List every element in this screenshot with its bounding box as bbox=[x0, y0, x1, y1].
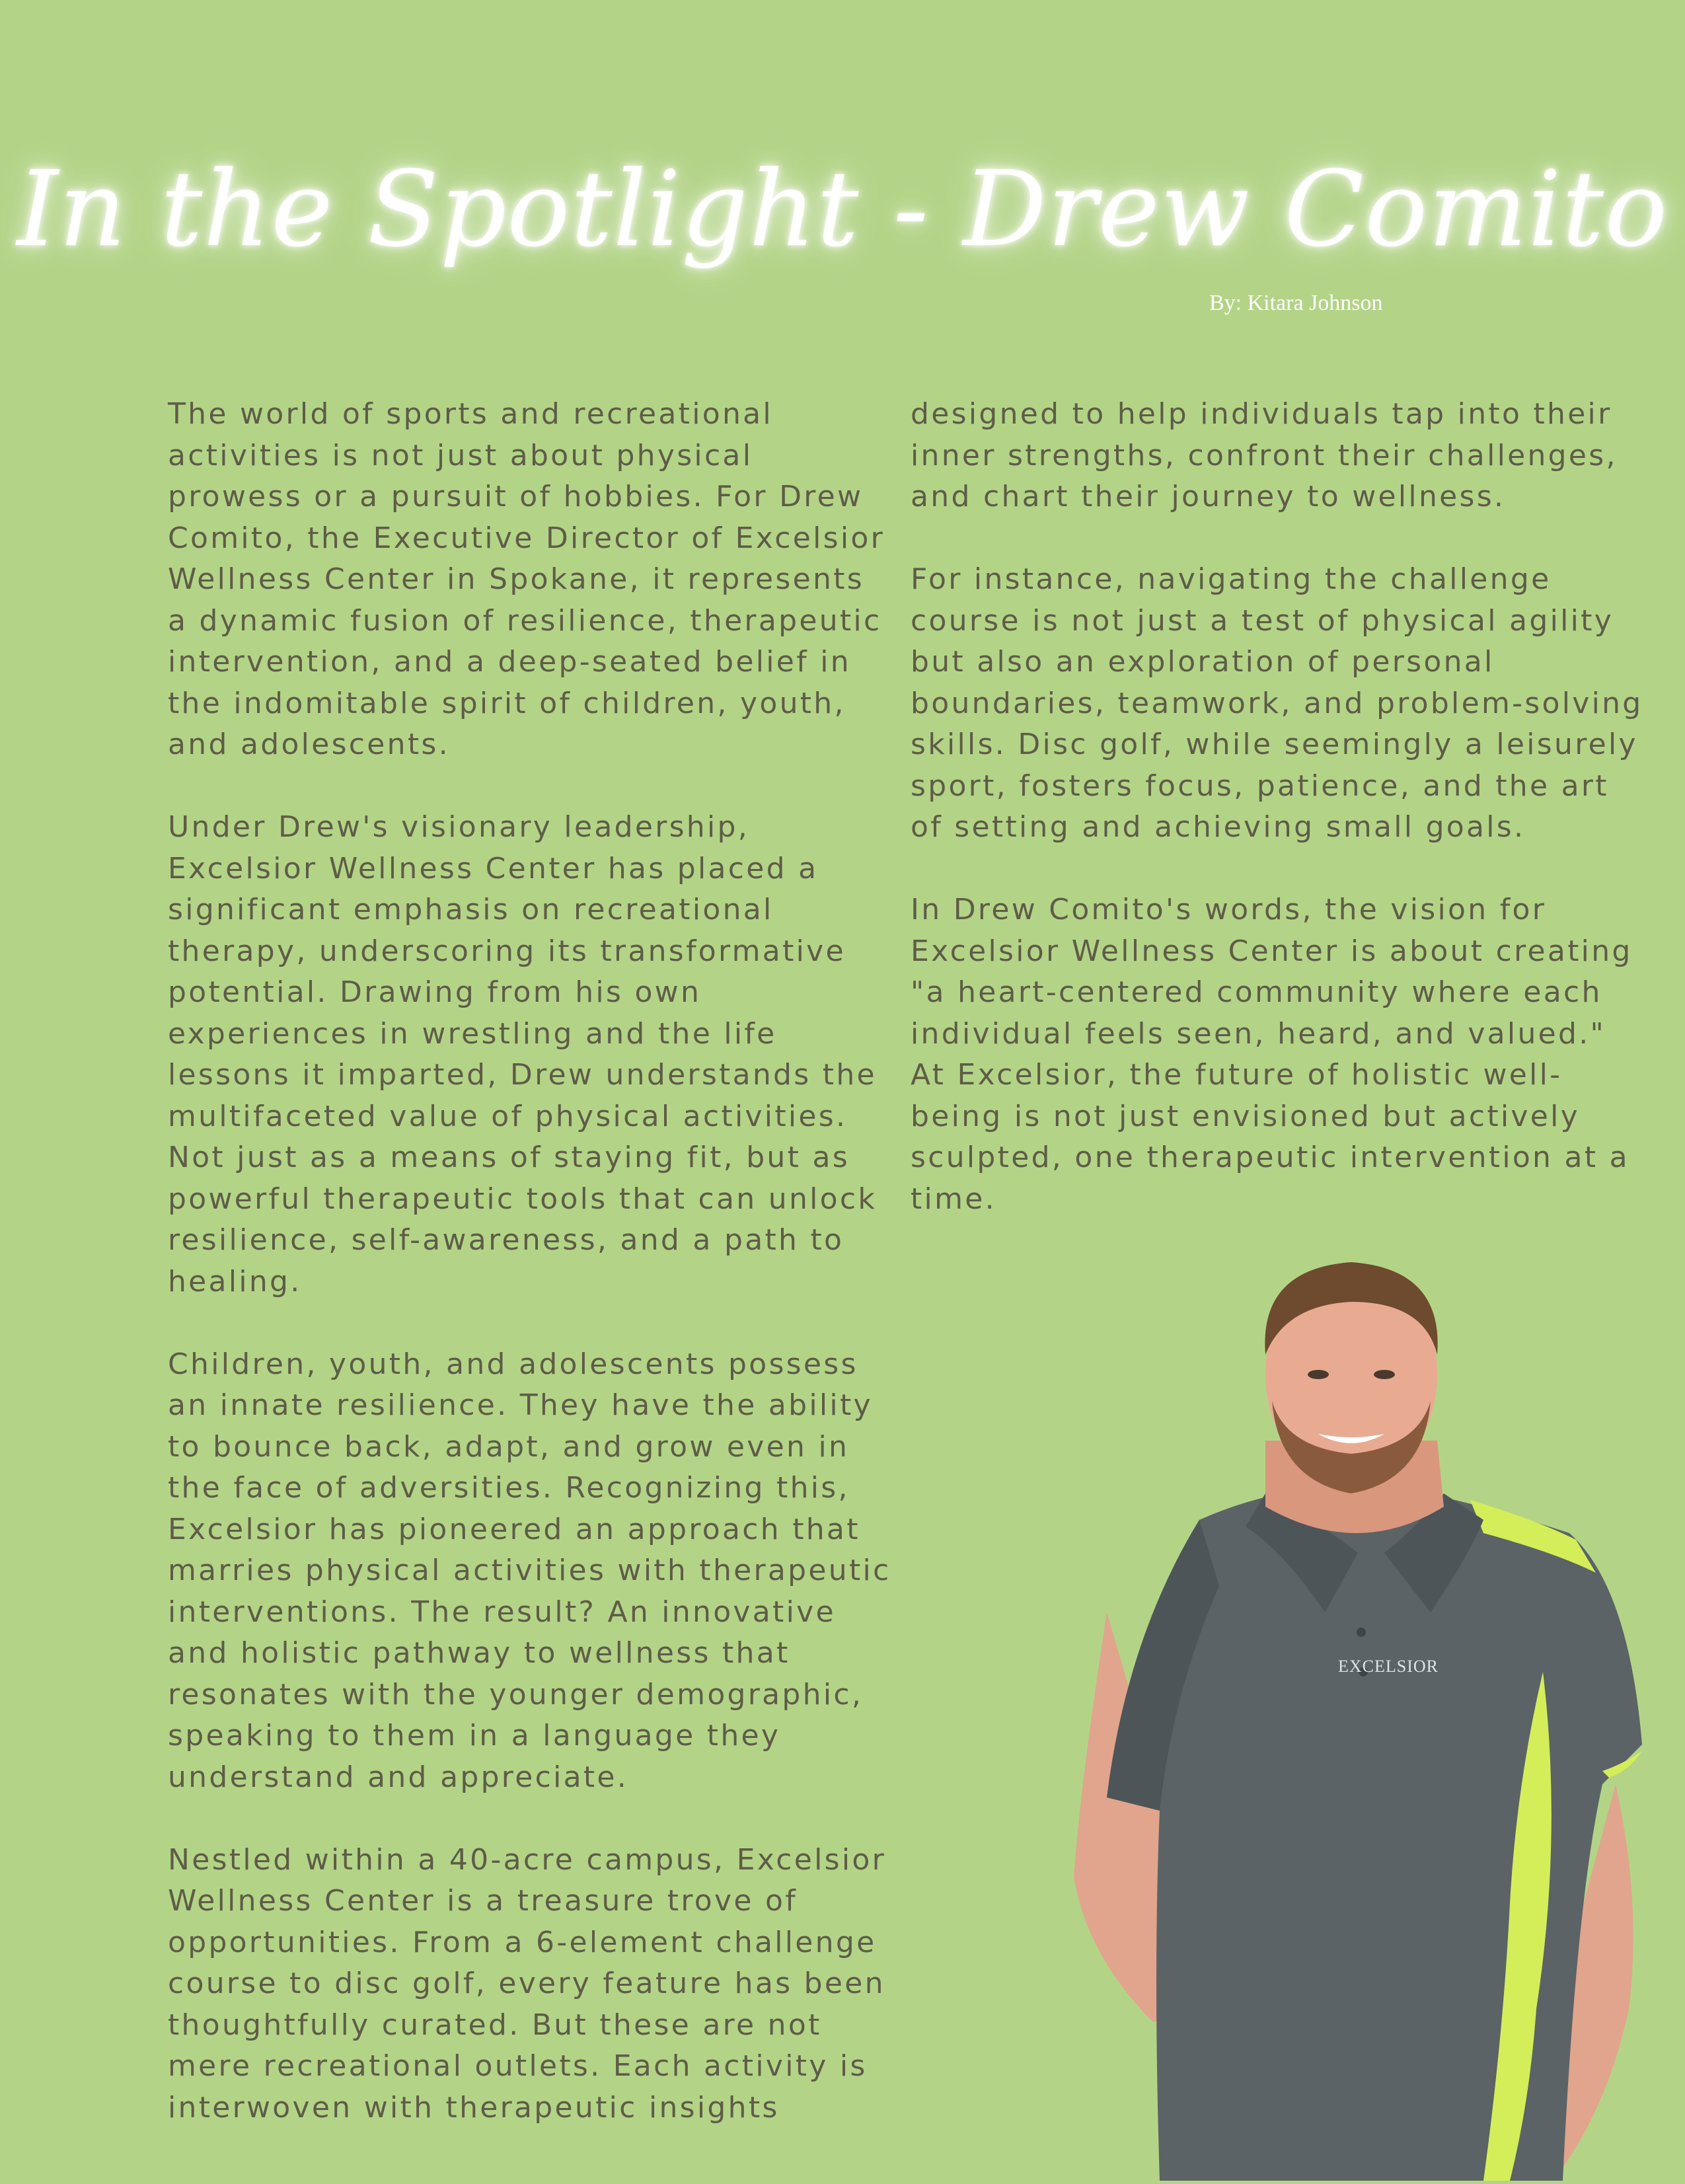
paragraph: designed to help individuals tap into their inner strengths, confront their challenges, and chart their journey to wellness. bbox=[911, 397, 1618, 513]
paragraph: The world of sports and recreational activities is not just about physical prowess or a pursuit of hobbies. For Drew Comito, the Executive Director of Excelsior Wellness Center in Spokane, it represents a dynamic fusion of resilience, therapeutic intervention, and a deep-seated belief in the indomitable spirit of children, youth, and adolescents. bbox=[168, 397, 885, 761]
page-title: In the Spotlight - Drew Comito bbox=[17, 149, 1668, 270]
article-column-right bbox=[911, 394, 1651, 1261]
article-column-left bbox=[168, 394, 895, 2170]
paragraph: Under Drew's visionary leadership, Excelsior Wellness Center has placed a significant emphasis on recreational therapy, underscoring its transformative potential. Drawing from his own experiences in wrestling and the life lessons it imparted, Drew understands the multifaceted value of physical activities. Not just as a means of staying fit, but as powerful therapeutic tools that can unlock resilience, self-awareness, and a path to healing. bbox=[168, 810, 878, 1299]
paragraph: For instance, navigating the challenge course is not just a test of physical agility but also an exploration of personal boundaries, teamwork, and problem-solving skills. Disc golf, while seemingly a leisurely sport, fosters focus, patience, and the art of setting and achieving small goals. bbox=[911, 562, 1643, 844]
paragraph: Nestled within a 40-acre campus, Excelsior Wellness Center is a treasure trove of opportunities. From a 6-element challenge course to disc golf, every feature has been thoughtfully curated. But these are not mere recreational outlets. Each activity is interwoven with therapeutic insights bbox=[168, 1842, 887, 2125]
paragraph: Children, youth, and adolescents possess an innate resilience. They have the ability to bounce back, adapt, and grow even in the face of adversities. Recognizing this, Excelsior has pioneered an approach that marries physical activities with therapeutic interventions. The result? An innovative and holistic pathway to wellness that resonates with the younger demographic, speaking to them in a language they understand and appreciate. bbox=[168, 1347, 891, 1794]
shirt-button bbox=[1357, 1628, 1366, 1637]
portrait-photo bbox=[1047, 1242, 1668, 2181]
paragraph: In Drew Comito's words, the vision for Excelsior Wellness Center is about creating "a heart-centered community where each individual feels seen, heard, and valued." At Excelsior, the future of holistic well-being is not just envisioned but actively sculpted, one therapeutic intervention at a time. bbox=[911, 893, 1633, 1216]
byline: By: Kitara Johnson bbox=[1209, 291, 1383, 315]
shirt-logo: EXCELSIOR bbox=[1338, 1657, 1439, 1676]
